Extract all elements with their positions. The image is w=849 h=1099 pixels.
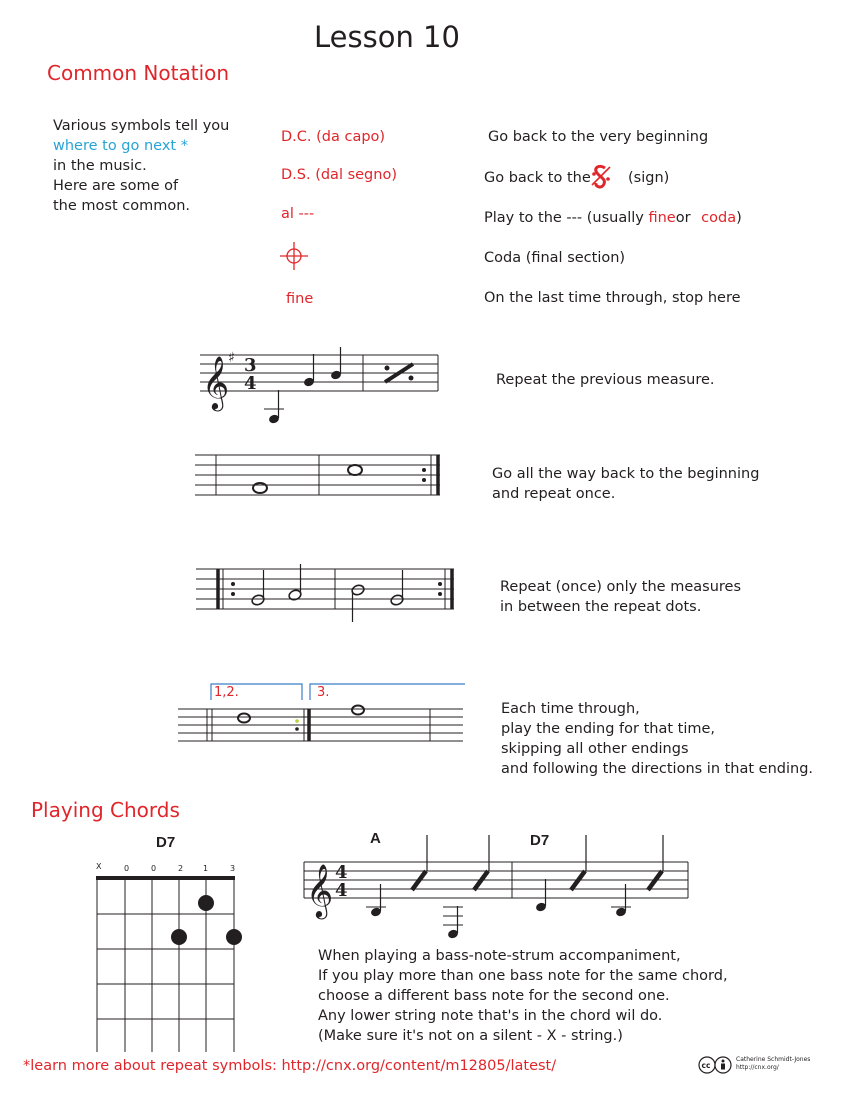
term-fine: fine xyxy=(286,291,314,307)
chord-diagram-name: D7 xyxy=(156,834,176,851)
svg-text:4: 4 xyxy=(335,880,348,901)
staff-repeat-dots xyxy=(196,560,458,630)
finger-dot-fret-3 xyxy=(226,929,242,945)
strum-staff xyxy=(300,830,695,940)
svg-text:3: 3 xyxy=(244,355,257,376)
footnote-link[interactable]: *learn more about repeat symbols: http://cnx.org/content/m12805/latest/ xyxy=(23,1058,557,1074)
chord-fretboard xyxy=(96,876,242,1056)
svg-text:𝄞: 𝄞 xyxy=(202,355,230,409)
term-ds: D.S. (dal segno) xyxy=(281,167,397,183)
page-title: Lesson 10 xyxy=(314,20,460,54)
desc-dc: Go back to the very beginning xyxy=(488,129,709,145)
example-3-text: Repeat (once) only the measures in between the repeat dots. xyxy=(500,579,742,615)
desc-coda: Coda (final section) xyxy=(484,250,626,266)
staff-repeat-beginning xyxy=(195,455,445,505)
intro-text: Various symbols tell you where to go next * in the music. Here are some of the most common. xyxy=(53,118,230,214)
string-mark-4: 2 xyxy=(178,864,184,873)
term-dc: D.C. (da capo) xyxy=(281,129,386,145)
intro-link-text: where to go next * xyxy=(53,138,188,154)
ending-first-label: 1,2. xyxy=(214,685,239,700)
desc-ds-b: (sign) xyxy=(628,170,670,186)
string-mark-3: 0 xyxy=(151,864,157,873)
ending-third-label: 3. xyxy=(317,685,330,700)
license-credit: Catherine Schmidt-Jones http://cnx.org/ xyxy=(736,1056,811,1071)
strum-chord-2: D7 xyxy=(530,832,550,849)
staff-repeat-measure xyxy=(200,340,445,430)
strum-chord-1: A xyxy=(370,830,381,847)
desc-al: Play to the --- (usually fineor coda) xyxy=(484,210,742,226)
strum-explanation: When playing a bass-note-strum accompaniment, If you play more than one bass note for the same chord, choose a different bass note for the second one. Any lower string note that's in the chord wil do. (Make sure it's not on a silent - X - string.) xyxy=(318,948,728,1044)
term-al: al --- xyxy=(281,206,315,222)
string-mark-2: 0 xyxy=(124,864,130,873)
section-heading-common-notation: Common Notation xyxy=(47,61,230,85)
string-mark-6: 3 xyxy=(230,864,236,873)
svg-text:𝄞: 𝄞 xyxy=(306,863,334,917)
finger-dot-fret-1 xyxy=(198,895,214,911)
example-4-text: Each time through, play the ending for that time, skipping all other endings and following the directions in that ending. xyxy=(501,701,814,777)
desc-ds-a: Go back to the xyxy=(484,170,591,186)
example-2-text: Go all the way back to the beginning and repeat once. xyxy=(492,466,760,502)
svg-text:4: 4 xyxy=(244,373,257,394)
section-heading-playing-chords: Playing Chords xyxy=(31,798,180,822)
string-mark-1: X xyxy=(96,862,102,871)
finger-dot-fret-2 xyxy=(171,929,187,945)
segno-icon xyxy=(590,163,612,191)
svg-text:♯: ♯ xyxy=(228,350,235,366)
example-1-text: Repeat the previous measure. xyxy=(496,372,715,388)
cc-license-icon xyxy=(698,1055,732,1075)
string-mark-5: 1 xyxy=(203,864,209,873)
desc-fine: On the last time through, stop here xyxy=(484,290,741,306)
coda-icon xyxy=(280,242,308,270)
svg-text:cc: cc xyxy=(701,1061,711,1070)
svg-text:4: 4 xyxy=(335,862,348,883)
